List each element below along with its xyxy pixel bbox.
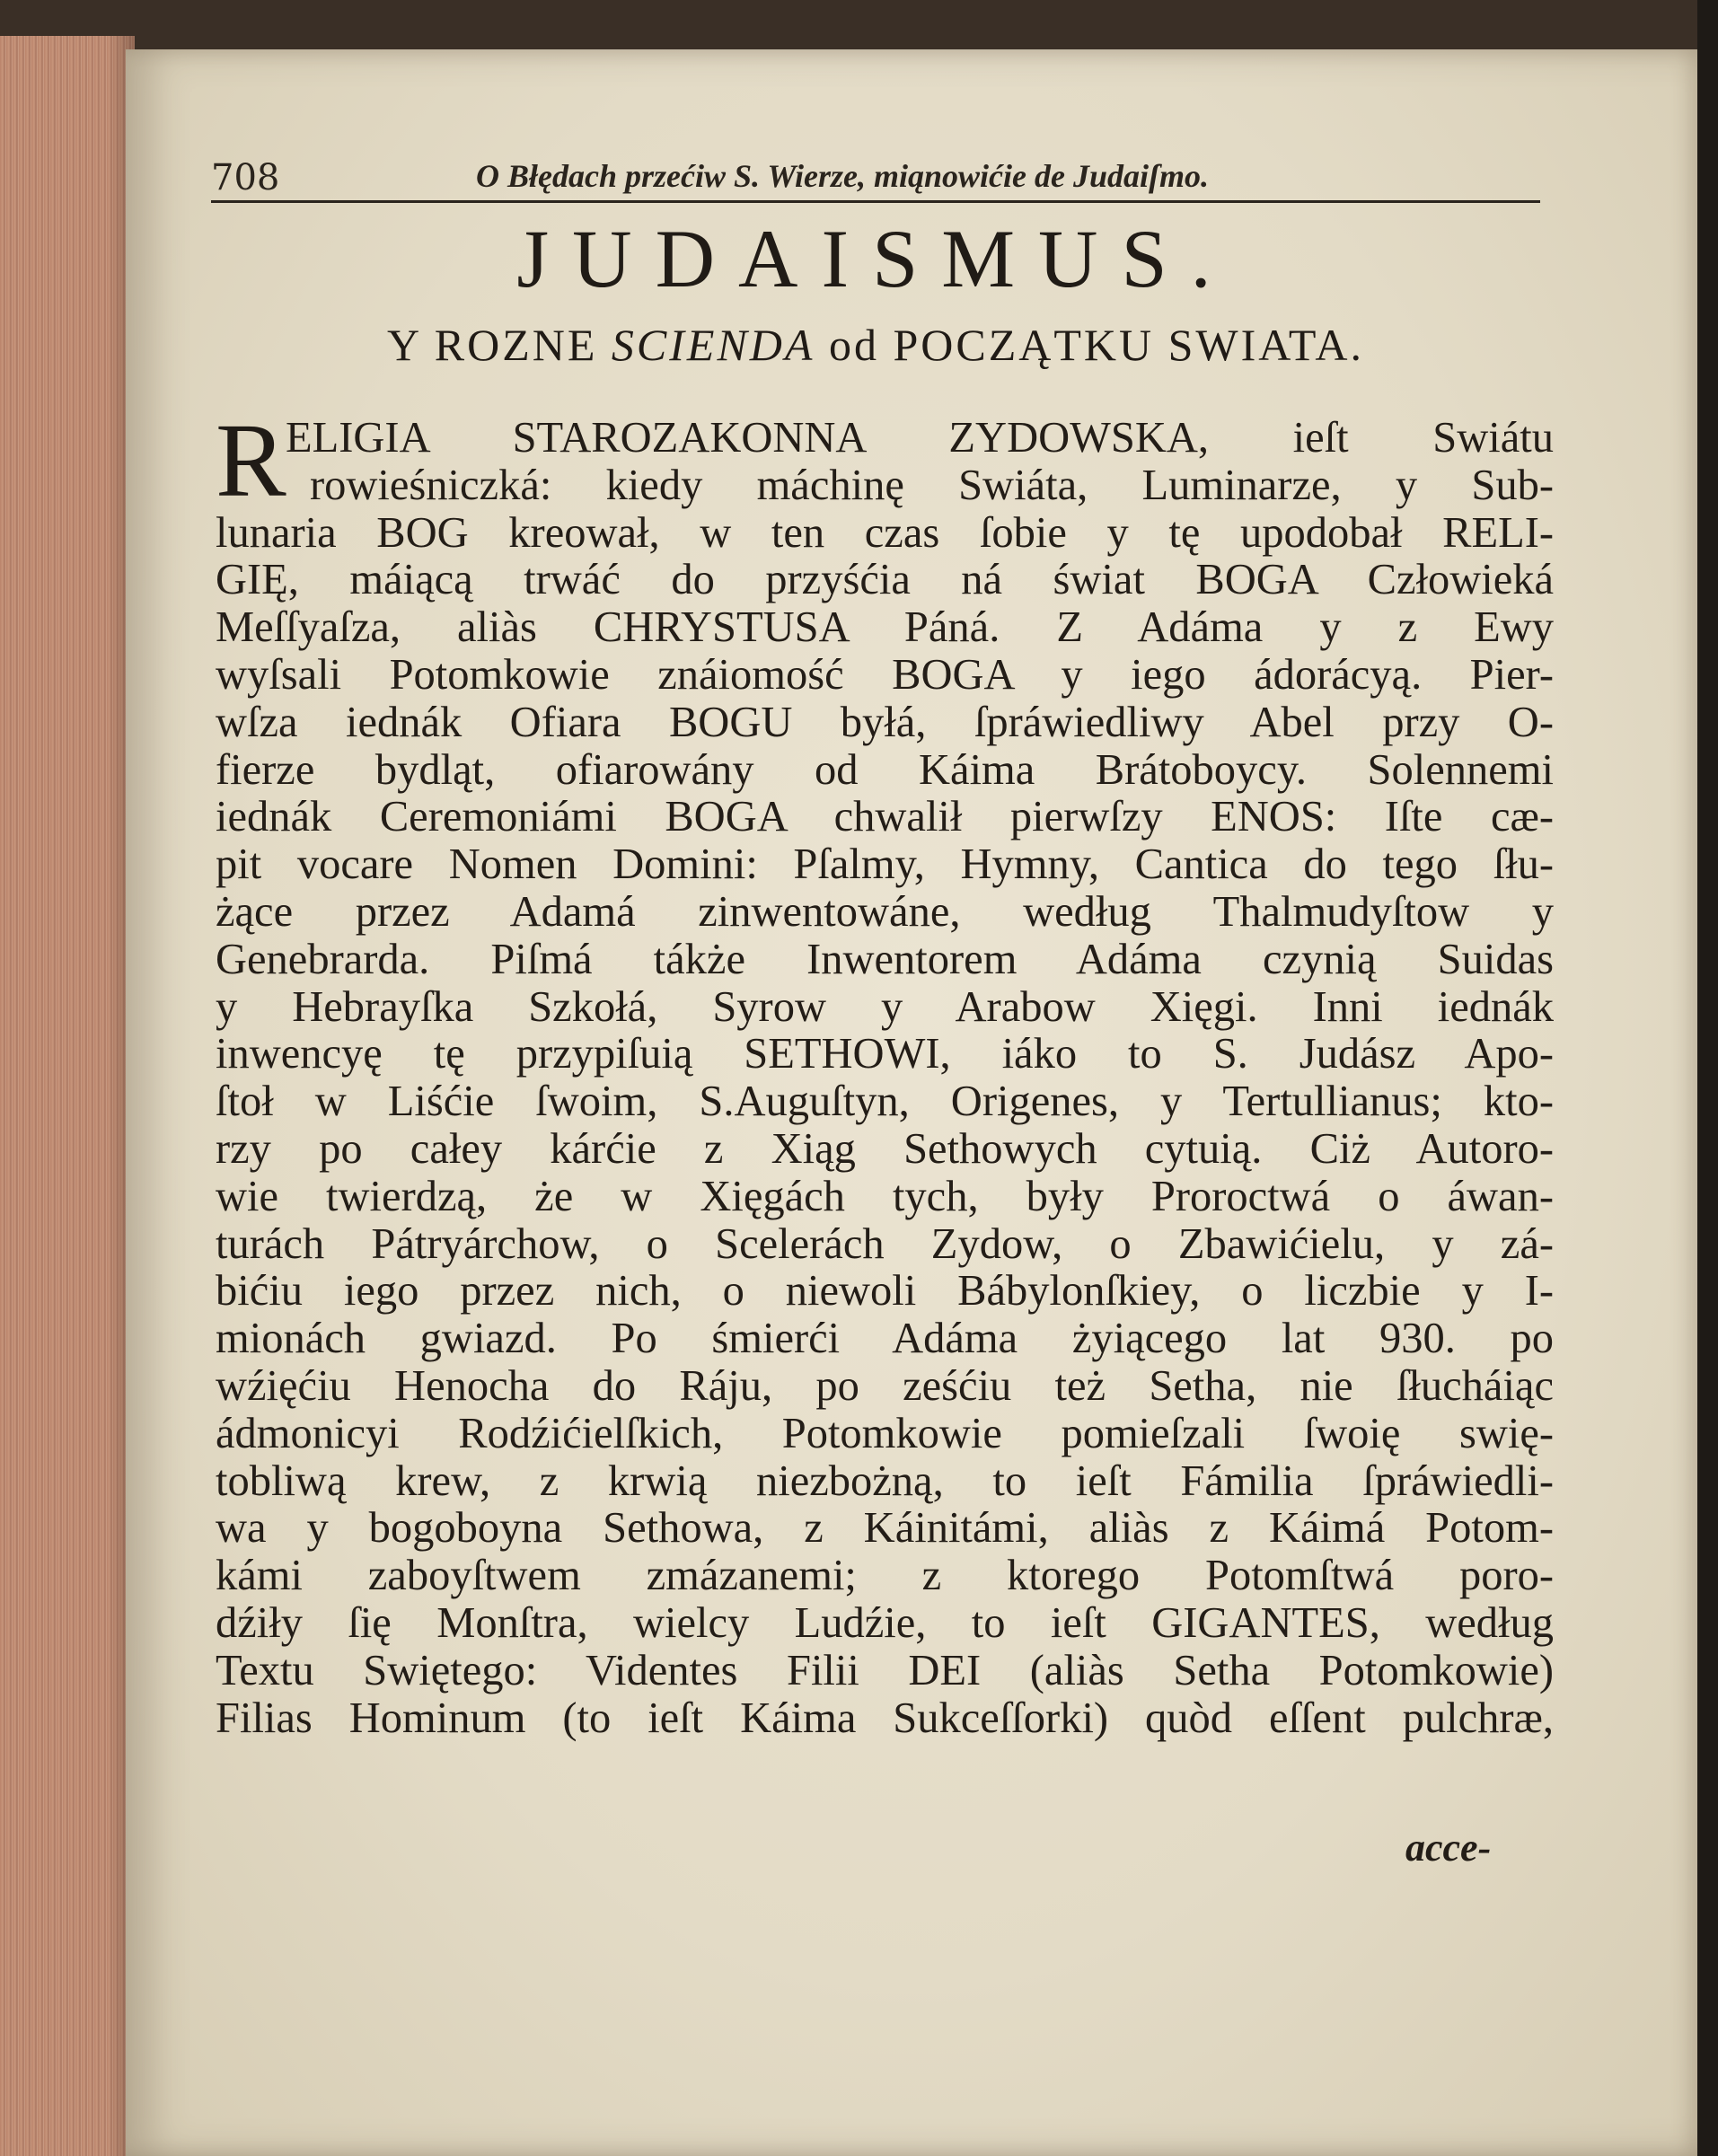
text-line: kámi zaboyſtwem zmázanemi; z ktorego Potomſtwá poro- xyxy=(216,1553,1554,1600)
text-line: ádmonicyi Rodźićielſkich, Potomkowie pomieſzali ſwoię swię- xyxy=(216,1410,1554,1457)
running-title: O Błędach przećiw S. Wierze, miąnowićie de Judaiſmo. xyxy=(476,158,1209,194)
text-line: mionách gwiazd. Po śmierći Adáma żyiącego lat 930. po xyxy=(216,1316,1554,1363)
main-title: JUDAISMUS. xyxy=(516,213,1235,304)
page-edges xyxy=(0,36,135,2156)
text-line: fierze bydląt, ofiarowány od Káima Brátoboycy. Solennemi xyxy=(216,746,1554,794)
right-edge xyxy=(1697,0,1718,2156)
text-line: Filias Hominum (to ieſt Káima Sukceſſorki) quòd eſſent pulchræ, xyxy=(216,1694,1554,1742)
text-line: wyſsali Potomkowie znáiomość BOGA y iego ádorácyą. Pier- xyxy=(216,651,1554,699)
page-number: 708 xyxy=(211,157,280,198)
text-line: GIĘ, máiącą trwáć do przyśćia ná świat BOGA Człowieká xyxy=(216,557,1554,604)
sub-title-prefix: Y ROZNE xyxy=(387,320,598,370)
body-text xyxy=(216,401,1554,1742)
text-line: wa y bogoboyna Sethowa, z Káinitámi, aliàs z Káimá Potom- xyxy=(216,1505,1554,1553)
text-line: turách Pátryárchow, o Scelerách Zydow, o Zbawićielu, y zá- xyxy=(216,1220,1554,1268)
sub-title xyxy=(211,319,1540,371)
drop-cap: R xyxy=(216,401,286,519)
text-line: żące przez Adamá zinwentowáne, według Thalmudyſtow y xyxy=(216,888,1554,936)
sub-title-suffix: od POCZĄTKU SWIATA. xyxy=(828,320,1364,370)
text-line: wie twierdzą, że w Xięgách tych, były Proroctwá o áwan- xyxy=(216,1173,1554,1220)
text-line: iednák Ceremoniámi BOGA chwalił pierwſzy ENOS: Iſte cæ- xyxy=(216,794,1554,841)
text-line: ſtoł w Liśćie ſwoim, S.Auguſtyn, Origenes, y Tertullianus; kto- xyxy=(216,1078,1554,1126)
text-line: Genebrarda. Piſmá tákże Inwentorem Adáma czynią Suidas xyxy=(216,936,1554,983)
text-line: y Hebrayſka Szkołá, Syrow y Arabow Xięgi. Inni iednák xyxy=(216,983,1554,1031)
text-line: lunaria BOG kreował, w ten czas ſobie y tę upodobał RELI- xyxy=(216,509,1554,557)
catchword: acce- xyxy=(1405,1826,1492,1870)
text-line: Meſſyaſza, aliàs CHRYSTUSA Páná. Z Adáma y z Ewy xyxy=(216,604,1554,652)
text-line: rzy po całey kárćie z Xiąg Sethowych cytuią. Ciż Autoro- xyxy=(216,1125,1554,1173)
text-line: bićiu iego przez nich, o niewoli Bábylonſkiey, o liczbie y I- xyxy=(216,1268,1554,1316)
text-line: wſza iednák Ofiara BOGU byłá, ſpráwiedliwy Abel przy O- xyxy=(216,699,1554,746)
running-head xyxy=(211,148,1540,203)
sub-title-italic: SCIENDA xyxy=(611,320,815,370)
text-line: Textu Swiętego: Videntes Filii DEI (aliàs Setha Potomkowie) xyxy=(216,1647,1554,1694)
text-line: ELIGIA STAROZAKONNA ZYDOWSKA, ieſt Swiátu xyxy=(286,415,1554,462)
text-line: rowieśniczká: kiedy máchinę Swiáta, Luminarze, y Sub- xyxy=(310,462,1554,509)
text-line: inwencyę tę przypiſuią SETHOWI, iáko to S. Judász Apo- xyxy=(216,1031,1554,1078)
text-line: tobliwą krew, z krwią niezbożną, to ieſt Fámilia ſpráwiedli- xyxy=(216,1457,1554,1505)
text-line: wźięćiu Henocha do Ráju, po ześćiu też Setha, nie ſłucháiąc xyxy=(216,1362,1554,1410)
text-line: pit vocare Nomen Domini: Pſalmy, Hymny, Cantica do tego ſłu- xyxy=(216,841,1554,889)
text-line: dźiły ſię Monſtra, wielcy Ludźie, to ieſt GIGANTES, według xyxy=(216,1599,1554,1647)
